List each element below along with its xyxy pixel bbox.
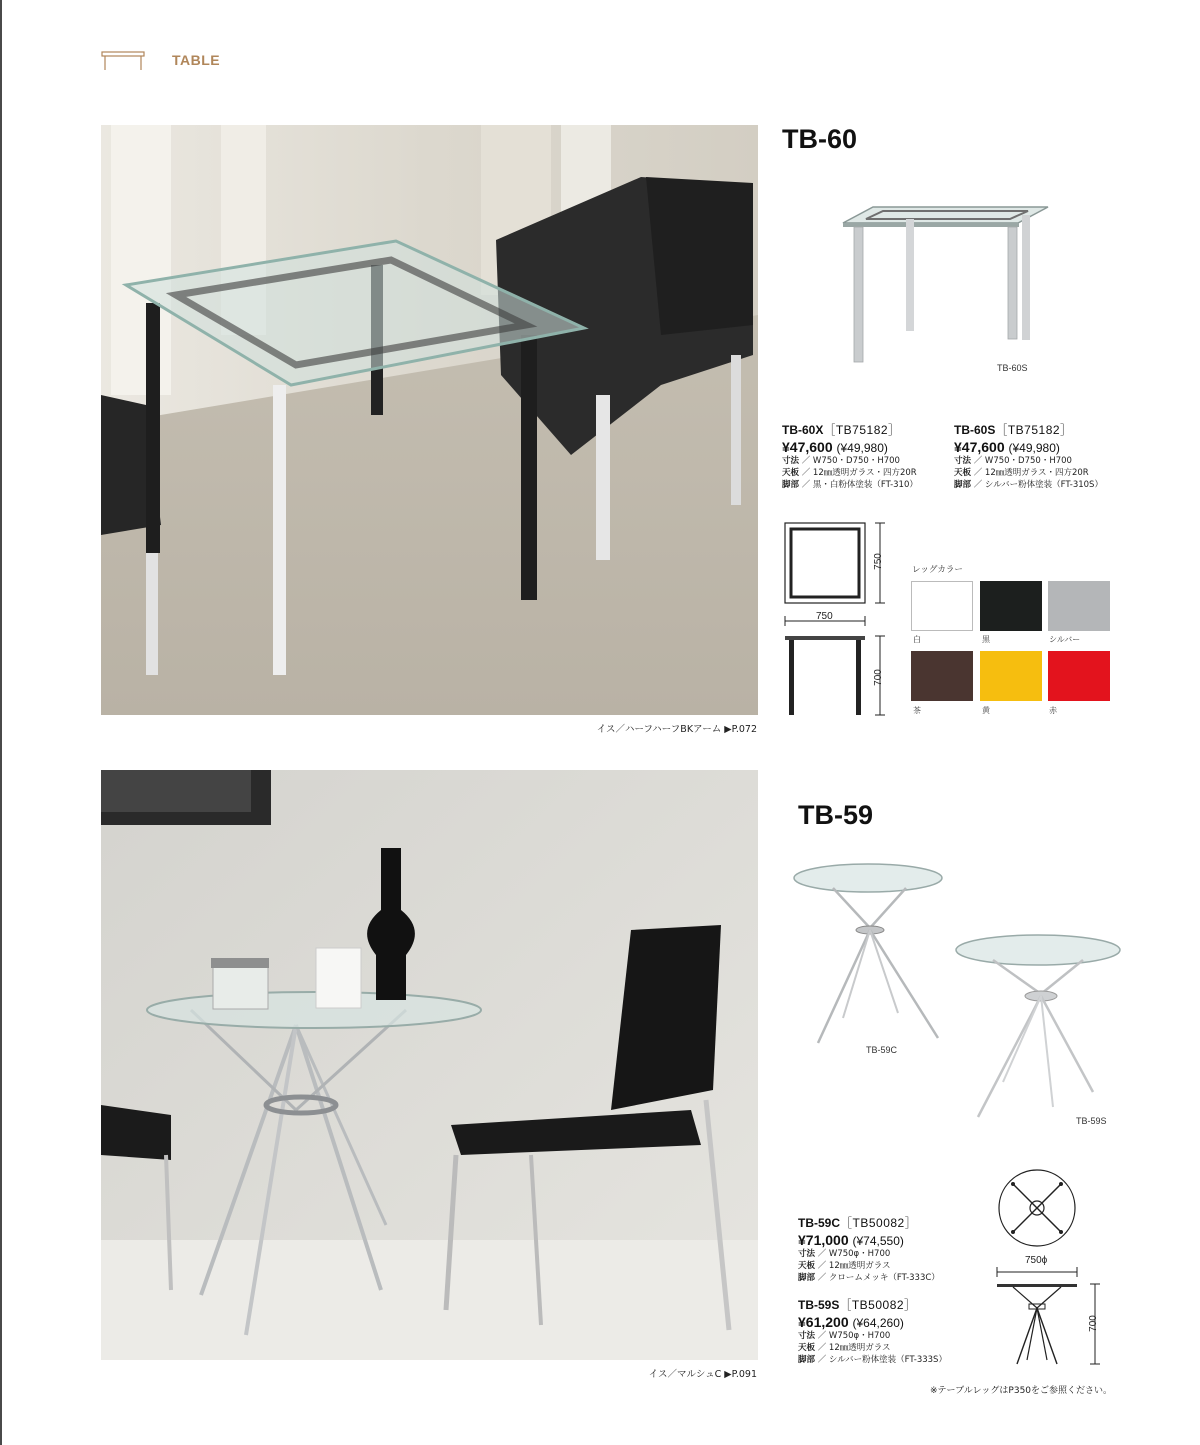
spec-leg: 脚部 ／ クロームメッキ（FT-333C） [798, 1273, 940, 1283]
variant-price: ¥71,000 (¥74,550) [798, 1232, 904, 1248]
tb60-height-dim: 700 [872, 669, 884, 686]
leg-color-swatch-silver [1048, 581, 1110, 631]
tb60-width-dim: 750 [816, 611, 833, 622]
spec-top: 天板 ／ 12㎜透明ガラス・四方20R [954, 468, 1089, 478]
spec-size: 寸法 ／ W750φ・H700 [798, 1249, 891, 1259]
variant-code: TB-60X［TB75182］ [782, 423, 901, 437]
tb59-title: TB-59 [798, 800, 874, 830]
spec-leg: 脚部 ／ 黒・白粉体塗装（FT-310） [782, 480, 918, 490]
leg-color-label-red: 赤 [1049, 706, 1057, 715]
leg-color-swatch-white [911, 581, 973, 631]
tb60-variant-s [954, 421, 1103, 491]
tb59c-product-image [788, 858, 958, 1057]
leg-color-label-silver: シルバー [1049, 635, 1081, 644]
variant-code: TB-59S［TB50082］ [798, 1298, 917, 1312]
spec-leg: 脚部 ／ シルバー粉体塗装（FT-310S） [954, 480, 1103, 490]
tb59-height-dim: 700 [1087, 1315, 1099, 1332]
tb60-product-label: TB-60S [997, 363, 1028, 373]
tb60-title: TB-60 [782, 124, 858, 154]
leg-color-swatch-brown [911, 651, 973, 701]
leg-color-label-yellow: 黄 [982, 706, 990, 715]
variant-code: TB-59C［TB50082］ [798, 1216, 918, 1230]
spec-leg: 脚部 ／ シルバー粉体塗装（FT-333S） [798, 1355, 947, 1365]
tb60-plan-drawing [780, 518, 890, 722]
tb59s-product-label: TB-59S [1076, 1116, 1107, 1126]
spec-top: 天板 ／ 12㎜透明ガラス・四方20R [782, 468, 917, 478]
spec-top: 天板 ／ 12㎜透明ガラス [798, 1261, 891, 1271]
tb60-lifestyle-photo [101, 125, 758, 715]
leg-color-swatch-yellow [980, 651, 1042, 701]
variant-code: TB-60S［TB75182］ [954, 423, 1073, 437]
spec-size: 寸法 ／ W750・D750・H700 [954, 456, 1072, 466]
tb59c-product-label: TB-59C [866, 1045, 898, 1055]
tb59c-variant [798, 1214, 940, 1284]
tb59s-variant [798, 1296, 947, 1366]
spec-size: 寸法 ／ W750φ・H700 [798, 1331, 891, 1341]
tb59-photo-caption: イス／マルシュC ▶P.091 [648, 1369, 757, 1380]
variant-price: ¥61,200 (¥64,260) [798, 1314, 904, 1330]
tb60-product-image [838, 205, 1053, 374]
tb60-depth-dim: 750 [872, 553, 884, 570]
leg-color-swatch-red [1048, 651, 1110, 701]
variant-price: ¥47,600 (¥49,980) [954, 439, 1060, 455]
variant-price: ¥47,600 (¥49,980) [782, 439, 888, 455]
table-category-icon [101, 50, 145, 76]
leg-color-label-white: 白 [913, 635, 921, 644]
footnote: ※テーブルレッグはP350をご参照ください。 [930, 1386, 1113, 1396]
tb59-plan-drawing [995, 1168, 1105, 1372]
spec-top: 天板 ／ 12㎜透明ガラス [798, 1343, 891, 1353]
tb60-photo-caption: イス／ハーフハーフBKアーム ▶P.072 [596, 724, 757, 735]
leg-color-swatch-black [980, 581, 1042, 631]
leg-color-label-black: 黒 [982, 635, 990, 644]
tb60-variant-x [782, 421, 918, 491]
section-label: TABLE [172, 52, 221, 68]
page-edge-rule [0, 0, 2, 1445]
tb59-diameter-dim: 750ϕ [1025, 1255, 1048, 1266]
leg-color-title: レッグカラー [912, 564, 963, 574]
tb59s-product-image [953, 932, 1123, 1126]
tb59-lifestyle-photo [101, 770, 758, 1360]
leg-color-label-brown: 茶 [913, 706, 921, 715]
spec-size: 寸法 ／ W750・D750・H700 [782, 456, 900, 466]
